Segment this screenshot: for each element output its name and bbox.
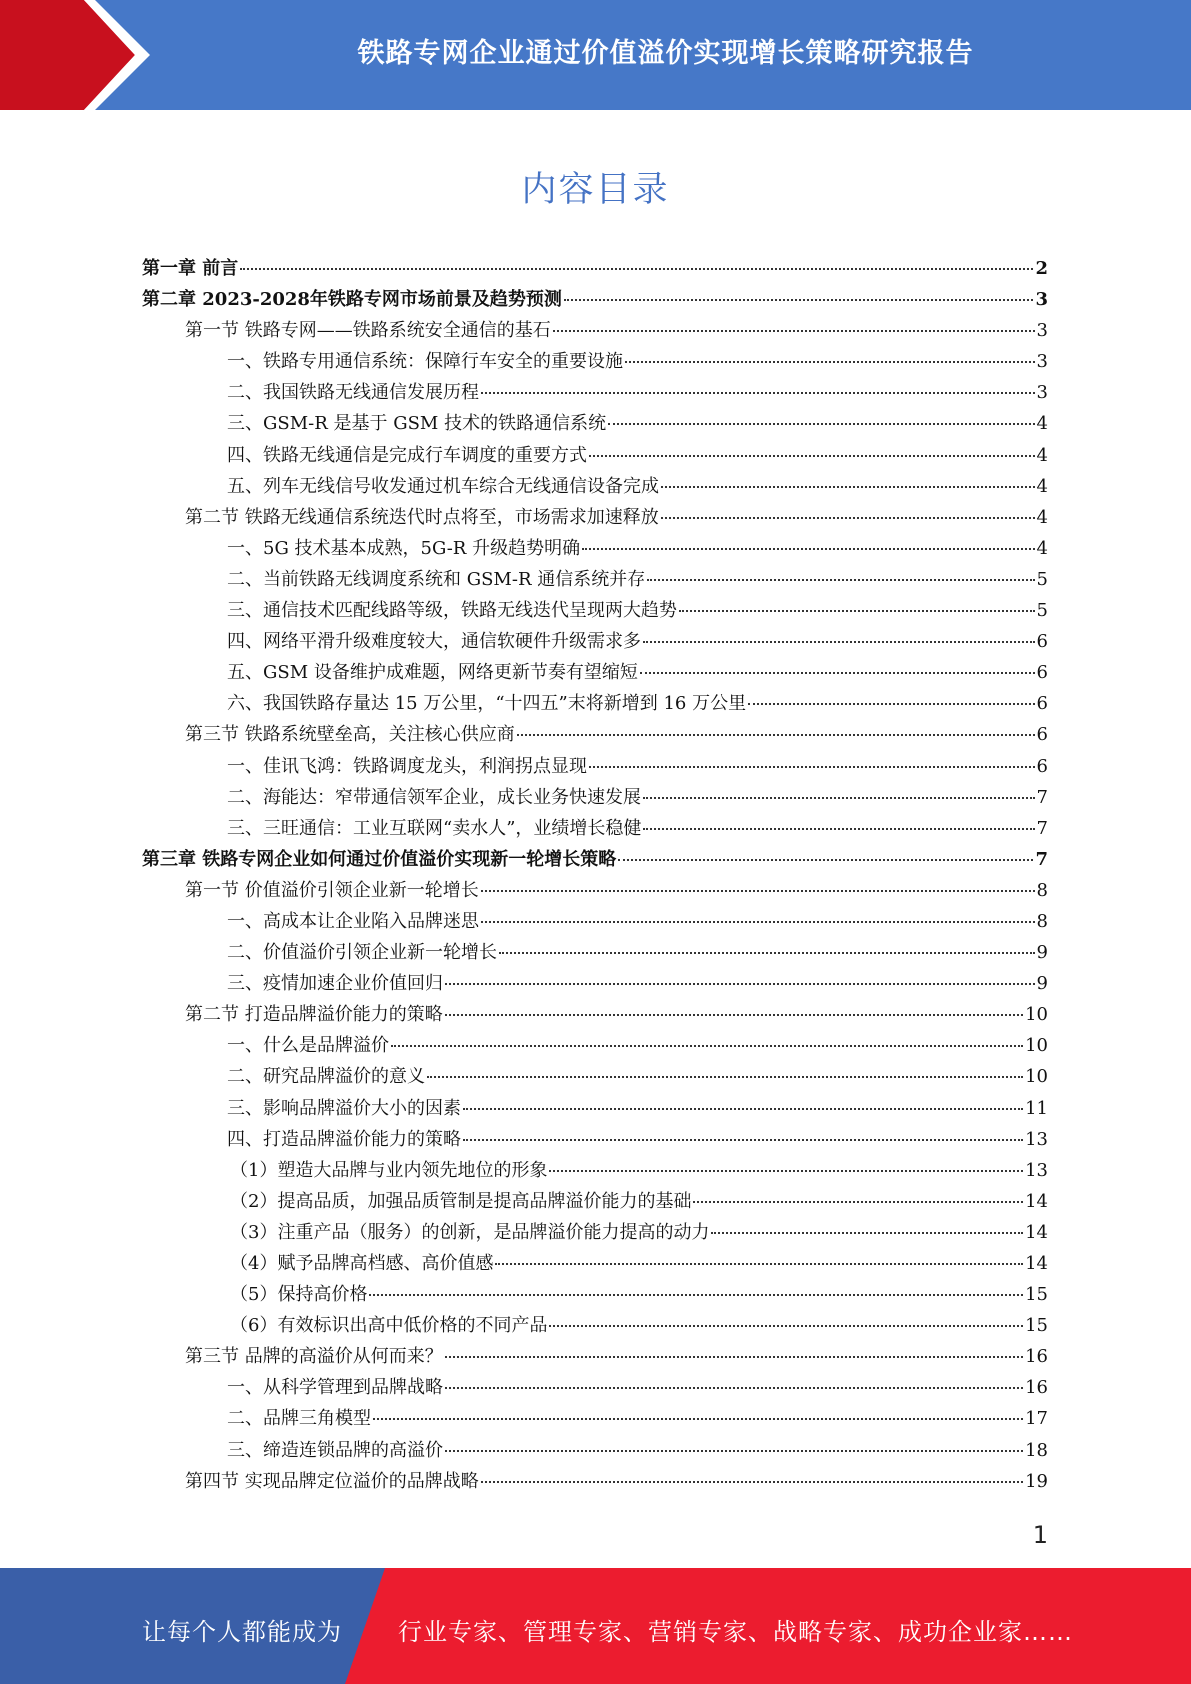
toc-entry[interactable] — [142, 814, 1048, 845]
toc-entry-page: 8 — [1036, 879, 1048, 901]
toc-entry-page: 4 — [1036, 444, 1048, 466]
toc-entry-title: 第一节 价值溢价引领企业新一轮增长 — [185, 879, 479, 901]
toc-entry-page: 15 — [1025, 1284, 1048, 1306]
toc-entry-page: 6 — [1036, 693, 1048, 715]
toc-entry-title: 一、5G 技术基本成熟，5G-R 升级趋势明确 — [227, 537, 581, 559]
toc-entry-title: 二、价值溢价引领企业新一轮增长 — [227, 942, 497, 964]
toc-entry[interactable] — [142, 409, 1048, 440]
table-of-contents — [142, 254, 1048, 1498]
toc-entry-page: 14 — [1025, 1221, 1048, 1243]
toc-entry-title: 第三章 铁路专网企业如何通过价值溢价实现新一轮增长策略 — [142, 848, 617, 870]
toc-entry-page: 13 — [1025, 1159, 1048, 1181]
toc-dot-leader — [661, 517, 1035, 519]
toc-entry-title: 第四节 实现品牌定位溢价的品牌战略 — [185, 1470, 479, 1492]
toc-dot-leader — [647, 579, 1034, 581]
toc-entry-page: 6 — [1036, 724, 1048, 746]
toc-entry-title: （4）赋予品牌高档感、高价值感 — [230, 1253, 494, 1274]
toc-entry-page: 16 — [1025, 1377, 1048, 1399]
toc-entry[interactable] — [142, 845, 1048, 876]
toc-entry[interactable] — [142, 596, 1048, 627]
toc-entry[interactable] — [142, 1000, 1048, 1031]
toc-dot-leader — [499, 952, 1035, 954]
toc-entry-page: 14 — [1025, 1190, 1048, 1212]
toc-entry-page: 18 — [1025, 1439, 1048, 1461]
toc-entry-page: 4 — [1036, 506, 1048, 528]
toc-dot-leader — [369, 1294, 1023, 1296]
toc-entry[interactable] — [142, 347, 1048, 378]
toc-entry-page: 15 — [1025, 1315, 1048, 1337]
toc-dot-leader — [517, 734, 1035, 736]
toc-entry-title: 四、网络平滑升级难度较大，通信软硬件升级需求多 — [227, 631, 641, 653]
toc-entry[interactable] — [142, 783, 1048, 814]
page-number: 1 — [1032, 1521, 1048, 1549]
toc-entry-title: 三、疫情加速企业价值回归 — [227, 973, 443, 995]
toc-entry-page: 11 — [1025, 1097, 1048, 1119]
toc-entry-title: 一、高成本让企业陷入品牌迷思 — [227, 910, 479, 932]
toc-entry-title: 第二章 2023-2028年铁路专网市场前景及趋势预测 — [142, 289, 562, 311]
toc-entry-page: 10 — [1025, 1066, 1048, 1088]
toc-entry[interactable] — [142, 565, 1048, 596]
toc-entry-title: 三、GSM-R 是基于 GSM 技术的铁路通信系统 — [227, 413, 607, 435]
toc-entry-title: 一、什么是品牌溢价 — [227, 1035, 389, 1057]
toc-dot-leader — [463, 1139, 1023, 1141]
toc-entry-title: 一、铁路专用通信系统：保障行车安全的重要设施 — [227, 351, 623, 373]
toc-entry-title: 二、我国铁路无线通信发展历程 — [227, 382, 479, 404]
toc-entry-page: 4 — [1036, 475, 1048, 497]
toc-dot-leader — [427, 1076, 1023, 1078]
toc-dot-leader — [589, 766, 1035, 768]
toc-entry-title: 第二节 铁路无线通信系统迭代时点将至，市场需求加速释放 — [185, 506, 659, 528]
toc-entry-page: 19 — [1025, 1470, 1048, 1492]
header-red-arrow — [0, 0, 150, 110]
toc-entry-title: 五、列车无线信号收发通过机车综合无线通信设备完成 — [227, 475, 659, 497]
toc-entry-title: 第一节 铁路专网——铁路系统安全通信的基石 — [185, 320, 551, 342]
toc-dot-leader — [564, 299, 1034, 301]
toc-entry-page: 5 — [1036, 568, 1048, 590]
toc-entry-title: 六、我国铁路存量达 15 万公里，“十四五”末将新增到 16 万公里 — [227, 693, 747, 715]
footer-slogan-left: 让每个人都能成为 — [142, 1618, 342, 1646]
toc-dot-leader — [240, 268, 1033, 270]
toc-dot-leader — [625, 361, 1035, 363]
toc-dot-leader — [463, 1108, 1023, 1110]
toc-entry[interactable] — [142, 503, 1048, 534]
toc-entry[interactable] — [142, 1467, 1048, 1498]
toc-dot-leader — [495, 1263, 1023, 1265]
toc-entry[interactable] — [142, 1031, 1048, 1062]
footer-slogan-right: 行业专家、管理专家、营销专家、战略专家、成功企业家…… — [398, 1618, 1073, 1646]
report-title: 铁路专网企业通过价值溢价实现增长策略研究报告 — [357, 37, 974, 69]
toc-entry-title: 第三节 品牌的高溢价从何而来？ — [185, 1346, 443, 1368]
toc-entry-page: 17 — [1025, 1408, 1048, 1430]
toc-entry-title: 三、缔造连锁品牌的高溢价 — [227, 1439, 443, 1461]
toc-dot-leader — [445, 1387, 1023, 1389]
toc-entry-title: 三、三旺通信：工业互联网“卖水人”，业绩增长稳健 — [227, 817, 642, 839]
toc-dot-leader — [481, 1481, 1023, 1483]
toc-entry-title: 二、海能达：窄带通信领军企业，成长业务快速发展 — [227, 786, 641, 808]
toc-entry-page: 3 — [1036, 351, 1048, 373]
toc-dot-leader — [445, 1014, 1023, 1016]
toc-entry[interactable] — [142, 627, 1048, 658]
toc-entry-title: 四、铁路无线通信是完成行车调度的重要方式 — [227, 444, 587, 466]
toc-entry[interactable] — [142, 1436, 1048, 1467]
toc-dot-leader — [549, 1325, 1023, 1327]
toc-dot-leader — [481, 890, 1035, 892]
toc-entry-page: 4 — [1036, 537, 1048, 559]
toc-entry[interactable] — [142, 441, 1048, 472]
toc-entry-page: 3 — [1035, 289, 1048, 311]
toc-entry-page: 3 — [1036, 320, 1048, 342]
toc-entry[interactable] — [142, 1094, 1048, 1125]
toc-dot-leader — [608, 423, 1034, 425]
toc-entry[interactable] — [142, 720, 1048, 751]
toc-entry[interactable] — [142, 1187, 1048, 1218]
toc-entry[interactable] — [142, 534, 1048, 565]
toc-entry[interactable] — [142, 1404, 1048, 1435]
toc-dot-leader — [693, 1201, 1023, 1203]
toc-dot-leader — [618, 859, 1033, 861]
toc-entry-title: 第一章 前言 — [142, 258, 239, 279]
toc-entry-title: 一、从科学管理到品牌战略 — [227, 1377, 443, 1399]
toc-entry-page: 14 — [1025, 1253, 1048, 1274]
toc-entry[interactable] — [142, 1311, 1048, 1342]
toc-dot-leader — [481, 392, 1035, 394]
toc-dot-leader — [643, 828, 1034, 830]
toc-dot-leader — [643, 797, 1035, 799]
toc-dot-leader — [661, 486, 1035, 488]
toc-dot-leader — [481, 921, 1035, 923]
toc-entry-title: 第三节 铁路系统壁垒高，关注核心供应商 — [185, 724, 515, 746]
toc-entry-title: （2）提高品质，加强品质管制是提高品牌溢价能力的基础 — [230, 1190, 692, 1212]
toc-entry-page: 7 — [1036, 786, 1048, 808]
toc-entry-page: 13 — [1025, 1128, 1048, 1150]
toc-dot-leader — [391, 1045, 1023, 1047]
toc-dot-leader — [373, 1418, 1023, 1420]
toc-entry[interactable] — [142, 254, 1048, 285]
toc-entry[interactable] — [142, 1249, 1048, 1280]
toc-entry[interactable] — [142, 1125, 1048, 1156]
toc-entry-title: 三、影响品牌溢价大小的因素 — [227, 1097, 461, 1119]
toc-entry[interactable] — [142, 969, 1048, 1000]
toc-entry-title: 一、佳讯飞鸿：铁路调度龙头，利润拐点显现 — [227, 755, 587, 777]
toc-entry-title: 二、品牌三角模型 — [227, 1408, 371, 1430]
toc-entry-page: 4 — [1036, 413, 1048, 435]
toc-entry[interactable] — [142, 1373, 1048, 1404]
toc-entry-title: （6）有效标识出高中低价格的不同产品 — [230, 1315, 548, 1337]
toc-entry[interactable] — [142, 1062, 1048, 1093]
toc-dot-leader — [711, 1232, 1023, 1234]
toc-entry-page: 9 — [1036, 973, 1048, 995]
toc-entry[interactable] — [142, 1280, 1048, 1311]
toc-entry[interactable] — [142, 689, 1048, 720]
toc-dot-leader — [549, 1170, 1023, 1172]
toc-entry-page: 10 — [1025, 1004, 1048, 1026]
toc-dot-leader — [643, 641, 1035, 643]
toc-entry-page: 3 — [1036, 382, 1048, 404]
toc-dot-leader — [748, 703, 1034, 705]
toc-entry[interactable] — [142, 658, 1048, 689]
toc-entry[interactable] — [142, 285, 1048, 316]
toc-entry-page: 7 — [1035, 848, 1048, 870]
toc-dot-leader — [445, 1450, 1023, 1452]
toc-entry-page: 7 — [1036, 817, 1048, 839]
toc-entry[interactable] — [142, 876, 1048, 907]
toc-entry-title: 三、通信技术匹配线路等级，铁路无线迭代呈现两大趋势 — [227, 600, 677, 622]
toc-entry-page: 5 — [1036, 600, 1048, 622]
toc-entry-page: 10 — [1025, 1035, 1048, 1057]
toc-entry[interactable] — [142, 907, 1048, 938]
toc-entry-title: 五、GSM 设备维护成难题，网络更新节奏有望缩短 — [227, 662, 638, 684]
toc-entry-page: 6 — [1036, 662, 1048, 684]
toc-entry[interactable] — [142, 1156, 1048, 1187]
toc-entry-title: （3）注重产品（服务）的创新，是品牌溢价能力提高的动力 — [230, 1221, 710, 1243]
toc-entry[interactable] — [142, 752, 1048, 783]
toc-entry-page: 2 — [1035, 258, 1048, 279]
toc-entry[interactable] — [142, 938, 1048, 969]
toc-entry-page: 16 — [1025, 1346, 1048, 1368]
toc-entry-page: 9 — [1036, 942, 1048, 964]
toc-heading: 内容目录 — [521, 170, 670, 210]
toc-dot-leader — [445, 1356, 1023, 1358]
toc-entry[interactable] — [142, 316, 1048, 347]
toc-entry-title: 二、当前铁路无线调度系统和 GSM-R 通信系统并存 — [227, 568, 646, 590]
toc-entry[interactable] — [142, 1218, 1048, 1249]
toc-entry-page: 8 — [1036, 910, 1048, 932]
toc-entry[interactable] — [142, 472, 1048, 503]
toc-dot-leader — [582, 548, 1034, 550]
toc-dot-leader — [553, 330, 1035, 332]
toc-dot-leader — [589, 455, 1035, 457]
toc-entry[interactable] — [142, 378, 1048, 409]
toc-entry-page: 6 — [1036, 755, 1048, 777]
toc-entry-title: （1）塑造大品牌与业内领先地位的形象 — [230, 1159, 548, 1181]
toc-entry-title: 四、打造品牌溢价能力的策略 — [227, 1128, 461, 1150]
toc-entry-title: 二、研究品牌溢价的意义 — [227, 1066, 425, 1088]
toc-dot-leader — [640, 672, 1035, 674]
toc-entry-title: 第二节 打造品牌溢价能力的策略 — [185, 1004, 443, 1026]
toc-entry-title: （5）保持高价格 — [230, 1284, 368, 1306]
toc-dot-leader — [679, 610, 1035, 612]
toc-dot-leader — [445, 983, 1035, 985]
toc-entry-page: 6 — [1036, 631, 1048, 653]
toc-entry[interactable] — [142, 1342, 1048, 1373]
